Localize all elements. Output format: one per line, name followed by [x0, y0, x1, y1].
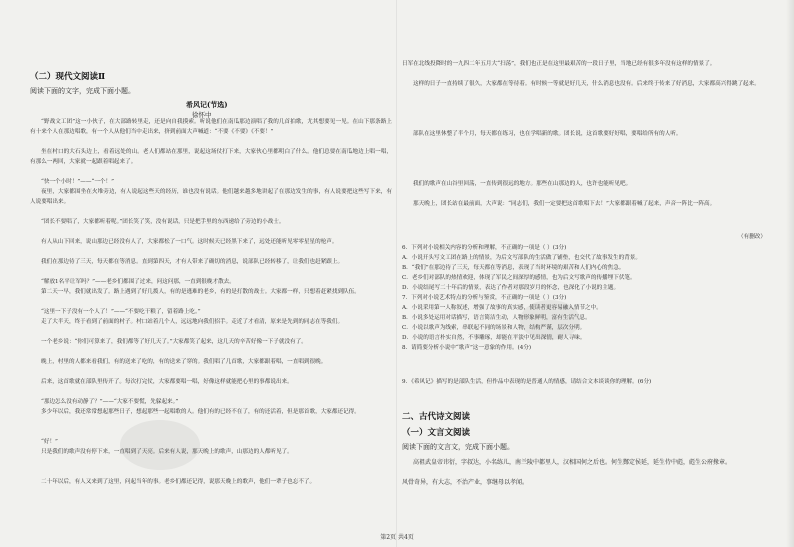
article-paragraph: 有人从山下回来，说山那边已经没有人了，大家都松了一口气。这时候天已经黑下来了，远处还能听见零零星星的枪声。 [41, 239, 338, 245]
right-column [402, 0, 778, 547]
article-paragraph: 日军在北线投降时的一九四二年五月大“扫荡”，我们也正是在这里最艰苦的一段日子里，当地已经有很多年没有这样的情景了。 [402, 61, 716, 67]
question-option: D．小说结尾写二十年后的情景，表达了作者对那段岁月的怀念，也深化了小说的主题。 [402, 285, 620, 291]
section-title-classical: 二、古代诗文阅读 [402, 412, 471, 422]
article-paragraph: “野战文工团”这一小伙子，在大部路转里走，还是向自我摸索。听说他们在南瓜那边演唱了我的几首拍歌，尤其想要见一见。在山下那条路上有十来个人在那边唱歌，有一个人从他们当中走出来，挤到前面大声喊道：“不要《不要》《不要！” [30, 119, 392, 135]
question-option: C．老乡们对部队的热情欢迎，体现了军民之间深厚的感情，也为后文写歌声的传播埋下伏笔。 [402, 275, 636, 281]
article-paragraph: 一个老乡说：“你们可算来了，我们都等了好几天了。”大家都笑了起来，这几天的辛苦好像一下子就没有了。 [41, 339, 307, 345]
page-fold-line [396, 0, 397, 547]
scan-smudge [520, 300, 580, 340]
question-option: D．小说的语言朴实自然，不事雕琢，却能在平淡中见出深情，耐人寻味。 [402, 335, 586, 341]
article-paragraph: “好！” [41, 439, 58, 445]
article-paragraph: “快一个小时！”——“一个！” [41, 179, 114, 185]
question-option: C．小说以歌声为线索，串联起不同的场景和人物，结构严谨，层次分明。 [402, 325, 586, 331]
article-title: 希风记(节选) [186, 100, 228, 109]
question-stem: 6．下列对小说相关内容的分析和理解，不正确的一项是（ ）(3分) [402, 245, 567, 251]
article-paragraph: 那天晚上，团长站在最前面，大声说：“同志们，我们一定要把这首歌唱下去！”大家都跟着喊了起来，声音一阵比一阵高。 [413, 201, 716, 207]
article-paragraph: “解放1名平让军吗？”——老乡们都围了过来，问这问那，一直到很晚才散去。 [41, 279, 235, 285]
source-note: （有删改） [738, 234, 766, 240]
article-paragraph: 二十年以后，有人又来到了这里，问起当年的事。老乡们都还记得，说那天晚上的歌声，他们一辈子也忘不了。 [41, 479, 316, 485]
scan-shadow [786, 0, 794, 547]
article-paragraph: 后来，这首歌就在部队里传开了。每次打完仗，大家都要唱一唱，好像这样就能把心里的事都说出来。 [41, 379, 293, 385]
article-paragraph: 多少年以后，我还常常想起那些日子，想起那些一起唱歌的人。他们有的已经不在了，有的还活着，但是那首歌，大家都还记得。 [41, 409, 360, 415]
classical-text-paragraph: 高祖武皇帝讳衍，字叔达，小名练儿，南兰陵中都里人，汉相国何之后也。何生酂定侯延，延生侍中彪，彪生公府掾章。 [413, 459, 732, 466]
page-footer: 第2页 共4页 [380, 534, 414, 541]
article-paragraph: 夜里，大家都围坐在火堆旁边，有人说起这些天的经历，谁也没有说话。他们越来越多地讲起了在那边发生的事，有人说要把这些写下来，有人说要唱出来。 [30, 189, 392, 205]
scan-smudge [120, 420, 200, 470]
classical-text-paragraph: 风骨奇异，有大志，不治产业，事继母以孝闻。 [402, 479, 529, 486]
reading-instruction: 阅读下面的文字，完成下面小题。 [30, 87, 135, 95]
question-stem: 8．请简要分析小说中“歌声”这一意象的作用。(4分) [402, 345, 532, 351]
article-paragraph: 部队在这里休整了半个月，每天都在练习，也在学唱新的歌。团长说，这首歌要好好唱，要唱给所有的人听。 [413, 131, 682, 137]
question-stem: 9．《希风记》描写的是部队生活，但作品中表现的是普通人的情感，请结合文本谈谈你的理解。(6分) [402, 379, 652, 385]
article-paragraph: 晚上，村里的人都来看我们，有的送来了吃的，有的送来了穿的。我们唱了几首歌，大家都跟着唱，一直唱到很晚。 [41, 359, 327, 365]
article-paragraph: 坐在村口的大石头边上，看着远处的山。老人们都站在那里，说起这场仗打下来，大家伙心里都明白了什么。他们总要在南瓜地边上唱一唱，有那么一两回，大家就一起跟着唱起来了。 [30, 149, 392, 165]
left-column [30, 0, 392, 547]
article-author: 徐怀中 [192, 111, 212, 119]
question-option: A．小说开头写文工团在路上的情景，为后文写部队的生活做了铺垫，也交代了故事发生的背景。 [402, 255, 641, 261]
article-paragraph: “那边怎么没有动静了？”——“大家不要慌，先躲起来。” [41, 399, 179, 405]
classical-instruction: 阅读下面的文言文，完成下面小题。 [402, 443, 514, 451]
section-title-modern-reading: （二）现代文阅读Ⅱ [30, 72, 106, 82]
article-paragraph: “这里一下子没有一个人了！”——“不要吃干粮了，留着路上吃。” [41, 309, 201, 315]
article-paragraph: 第二天一早，我们就出发了。路上遇到了好几拨人，有的是逃难的老乡，有的是打散的战士。大家都一样，只想着赶紧找到队伍。 [41, 289, 360, 295]
question-option: B．“我们”在那边待了三天，每天都在等消息，表现了当时环境的艰苦和人们内心的焦急。 [402, 265, 625, 271]
article-paragraph: 走了大半天，终于看到了前面的村子。村口站着几个人，远远地向我们招手。走近了才看清，原来是先到的同志在等我们。 [41, 319, 344, 325]
article-paragraph: “团长不要唱了，大家都听着呢。”团长笑了笑，没有说话，只是把手里的东西递给了旁边的小战士。 [41, 219, 285, 225]
question-option: A．小说采用第一人称叙述，增强了故事的真实感，使读者更容易融入情节之中。 [402, 305, 602, 311]
article-paragraph: 我们在那边待了三天，每天都在等消息。直到第四天，才有人带来了确切的消息，说部队已经转移了，让我们也赶紧跟上。 [41, 259, 344, 265]
question-option: B．小说多处运用对话描写，语言简洁生动，人物形象鲜明，富有生活气息。 [402, 315, 591, 321]
subsection-title-classical-prose: （一）文言文阅读 [402, 428, 471, 438]
article-paragraph: 这样的日子一直持续了很久，大家都在等待着。有时候一等就是好几天，什么消息也没有。后来终于传来了好消息，大家都高兴得跳了起来。 [413, 81, 760, 87]
article-paragraph: 我们的歌声在山谷里回荡，一直传到很远的地方。那些在山那边的人，也许也能听见吧。 [413, 181, 632, 187]
question-stem: 7．下列对小说艺术特点的分析与鉴赏，不正确的一项是（ ）(3分) [402, 295, 567, 301]
article-paragraph: 只是我们的歌声没有停下来，一直唱到了天亮。后来有人说，那天晚上的歌声，山那边的人都听见了。 [41, 449, 293, 455]
